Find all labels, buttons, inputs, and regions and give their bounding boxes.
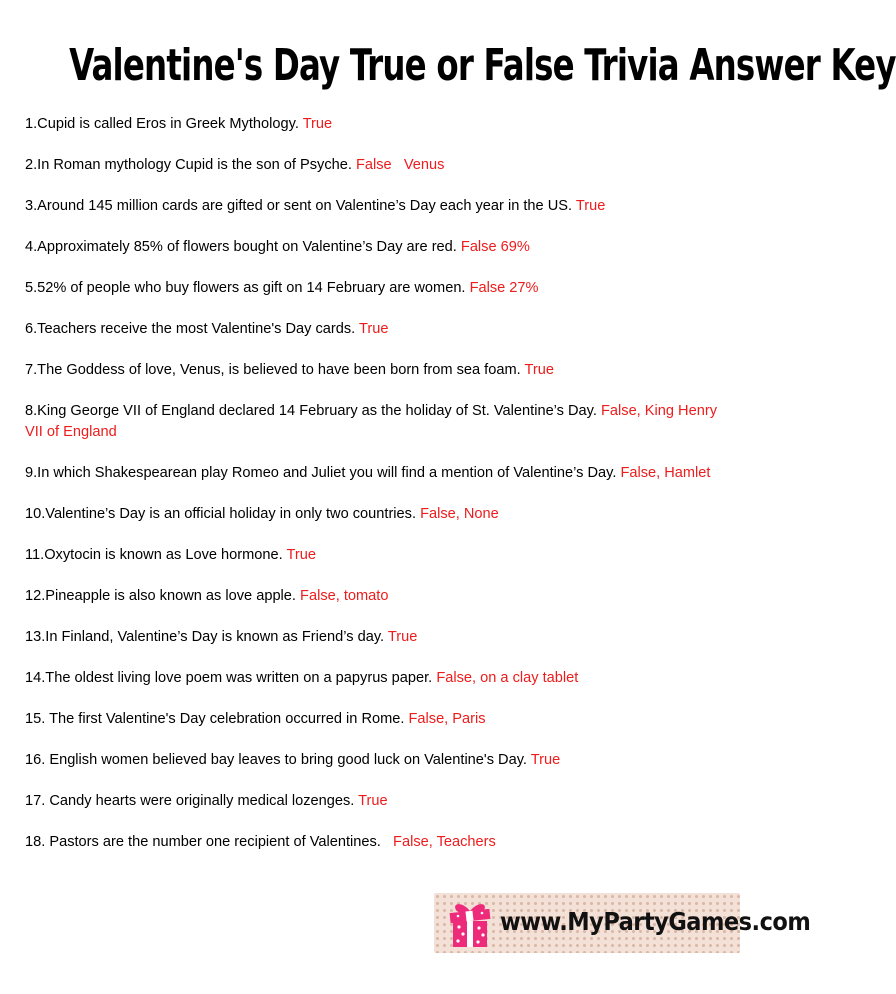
- list-item: [25, 791, 725, 812]
- question-text: 18. Pastors are the number one recipient of Valentines.: [25, 834, 389, 850]
- answer-text: True: [524, 362, 554, 378]
- list-item: [25, 627, 725, 648]
- list-item: [25, 668, 725, 689]
- list-item: [25, 463, 725, 484]
- question-text: 4.Approximately 85% of flowers bought on Valentine’s Day are red.: [25, 239, 457, 255]
- answer-text: False 27%: [469, 280, 539, 296]
- question-text: 8.King George VII of England declared 14 February as the holiday of St. Valentine’s Day.: [25, 403, 597, 419]
- list-item: [25, 237, 725, 258]
- answer-text: False, Hamlet: [620, 465, 711, 481]
- list-item: [25, 114, 725, 135]
- logo-text[interactable]: www.MyPartyGames.com: [500, 907, 811, 936]
- answer-text: False, tomato: [300, 588, 389, 604]
- question-text: 15. The first Valentine's Day celebration occurred in Rome.: [25, 711, 405, 727]
- gift-box-icon: [444, 897, 496, 951]
- list-item: [25, 155, 725, 176]
- list-item: [25, 586, 725, 607]
- list-item: [25, 319, 725, 340]
- answer-text: False, on a clay tablet: [436, 670, 579, 686]
- question-text: 7.The Goddess of love, Venus, is believed to have been born from sea foam.: [25, 362, 521, 378]
- question-text: 12.Pineapple is also known as love apple.: [25, 588, 296, 604]
- answer-text: False Venus: [355, 157, 445, 173]
- answer-text: True: [302, 116, 333, 132]
- question-text: 3.Around 145 million cards are gifted or sent on Valentine’s Day each year in the US.: [25, 198, 573, 214]
- question-text: 14.The oldest living love poem was written on a papyrus paper.: [25, 670, 433, 686]
- question-text: 5.52% of people who buy flowers as gift on 14 February are women.: [25, 280, 466, 296]
- site-logo[interactable]: [434, 893, 811, 953]
- answer-text: True: [387, 629, 418, 645]
- answer-text: False 69%: [460, 239, 530, 255]
- answer-text: True: [359, 321, 389, 337]
- question-text: 16. English women believed bay leaves to bring good luck on Valentine's Day.: [25, 752, 527, 768]
- answer-text: False, Paris: [408, 711, 486, 727]
- list-item: [25, 832, 725, 853]
- list-item: [25, 196, 725, 217]
- answer-text: False, King Henry VII of England: [25, 403, 717, 440]
- list-item: [25, 401, 725, 443]
- list-item: [25, 360, 725, 381]
- answer-text: True: [358, 793, 388, 809]
- list-item: [25, 545, 725, 566]
- list-item: [25, 750, 725, 771]
- answer-text: False, None: [420, 506, 499, 522]
- question-text: 1.Cupid is called Eros in Greek Mythology.: [25, 116, 299, 132]
- question-text: 17. Candy hearts were originally medical lozenges.: [25, 793, 355, 809]
- list-item: [25, 504, 725, 525]
- question-text: 6.Teachers receive the most Valentine's Day cards.: [25, 321, 356, 337]
- question-text: 2.In Roman mythology Cupid is the son of Psyche.: [25, 157, 352, 173]
- answer-text: True: [530, 752, 561, 768]
- question-text: 10.Valentine’s Day is an official holiday in only two countries.: [25, 506, 417, 522]
- list-item: [25, 709, 725, 730]
- answer-text: False, Teachers: [393, 834, 496, 850]
- question-text: 13.In Finland, Valentine’s Day is known as Friend’s day.: [25, 629, 385, 645]
- answer-key-list: [25, 114, 725, 853]
- list-item: [25, 278, 725, 299]
- page-title: Valentine's Day True or False Trivia Answer Key: [69, 40, 896, 91]
- question-text: 9.In which Shakespearean play Romeo and Juliet you will find a mention of Valentine’s Day.: [25, 465, 617, 481]
- answer-text: True: [575, 198, 606, 214]
- answer-text: True: [286, 547, 316, 563]
- question-text: 11.Oxytocin is known as Love hormone.: [25, 547, 283, 563]
